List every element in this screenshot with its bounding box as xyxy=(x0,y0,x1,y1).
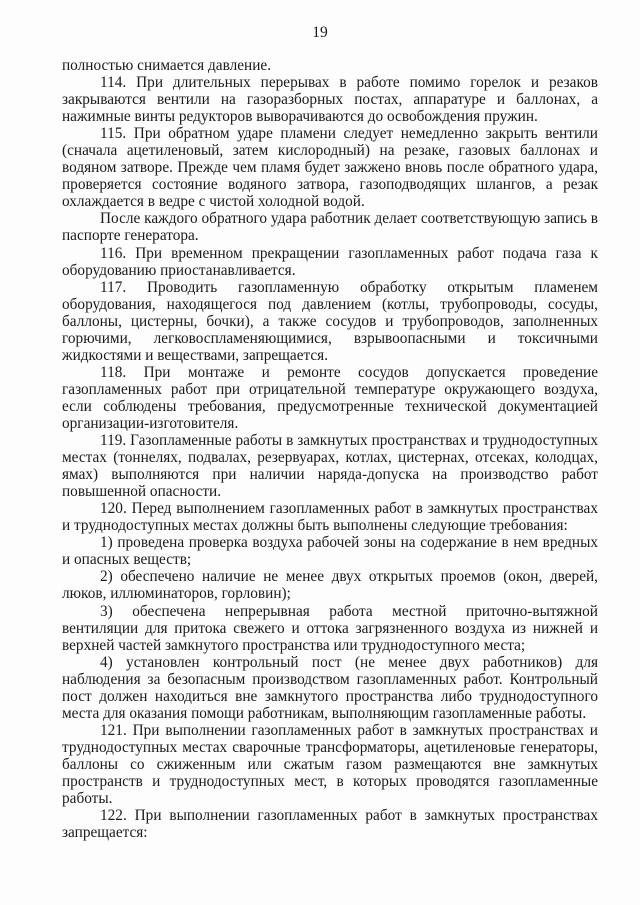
paragraph: 3) обеспечена непрерывная работа местной приточно-вытяжной вентиляции для притока свежего и оттока загрязненного воздуха из нижней и верхней частей замкнутого пространства или труднодоступного места; xyxy=(62,602,598,654)
paragraph: 114. При длительных перерывах в работе помимо горелок и резаков закрываются вентили на газоразборных постах, аппаратуре и баллонах, а нажимные винты редукторов выворачиваются до освобождения пружин. xyxy=(62,74,598,126)
paragraph: 4) установлен контрольный пост (не менее двух работников) для наблюдения за безопасным производством газопламенных работ. Контрольный пост должен находиться вне замкнутого пространства либо труднодоступного места для оказания помощи работникам, выполняющим газопламенные работы. xyxy=(62,653,598,722)
paragraph: 2) обеспечено наличие не менее двух открытых проемов (окон, дверей, люков, иллюминаторов, горловин); xyxy=(62,568,598,603)
paragraph: 117. Проводить газопламенную обработку открытым пламенем оборудования, находящегося под давлением (котлы, трубопроводы, сосуды, баллоны, цистерны, бочки), а также сосудов и трубопроводов, заполненных горючими, легковоспламеняющимися, взрывоопасными и токсичными жидкостями и веществами, запрещается. xyxy=(62,278,598,364)
paragraph: 115. При обратном ударе пламени следует немедленно закрыть вентили (сначала ацетиленовый, затем кислородный) на резаке, газовых баллонах и водяном затворе. Прежде чем пламя будет зажжено вновь после обратного удара, проверяется состояние водяного затвора, газоподводящих шлангов, а резак охлаждается в ведре с чистой холодной водой. xyxy=(62,125,598,211)
document-body xyxy=(62,57,598,841)
paragraph: 118. При монтаже и ремонте сосудов допускается проведение газопламенных работ при отрицательной температуре окружающего воздуха, если соблюдены требования, предусмотренные технической документацией организации-изготовителя. xyxy=(62,363,598,432)
paragraph: 116. При временном прекращении газопламенных работ подача газа к оборудованию приостанавливается. xyxy=(62,244,598,279)
paragraph: 1) проведена проверка воздуха рабочей зоны на содержание в нем вредных и опасных веществ; xyxy=(62,534,598,569)
paragraph: 119. Газопламенные работы в замкнутых пространствах и труднодоступных местах (тоннелях, подвалах, резервуарах, котлах, цистернах, отсеках, колодцах, ямах) выполняются при наличии наряда-допуска на производство работ повышенной опасности. xyxy=(62,432,598,501)
paragraph: После каждого обратного удара работник делает соответствующую запись в паспорте генератора. xyxy=(62,210,598,245)
paragraph: полностью снимается давление. xyxy=(62,57,272,74)
paragraph: 121. При выполнении газопламенных работ в замкнутых пространствах и труднодоступных местах сварочные трансформаторы, ацетиленовые генераторы, баллоны со сжиженным или сжатым газом размещаются вне замкнутых пространств и труднодоступных мест, в которых проводятся газопламенные работы. xyxy=(62,721,598,808)
page-number: 19 xyxy=(312,24,328,41)
paragraph: 120. Перед выполнением газопламенных работ в замкнутых пространствах и труднодоступных местах должны быть выполнены следующие требования: xyxy=(62,500,598,535)
paragraph: 122. При выполнении газопламенных работ в замкнутых пространствах запрещается: xyxy=(62,807,598,842)
